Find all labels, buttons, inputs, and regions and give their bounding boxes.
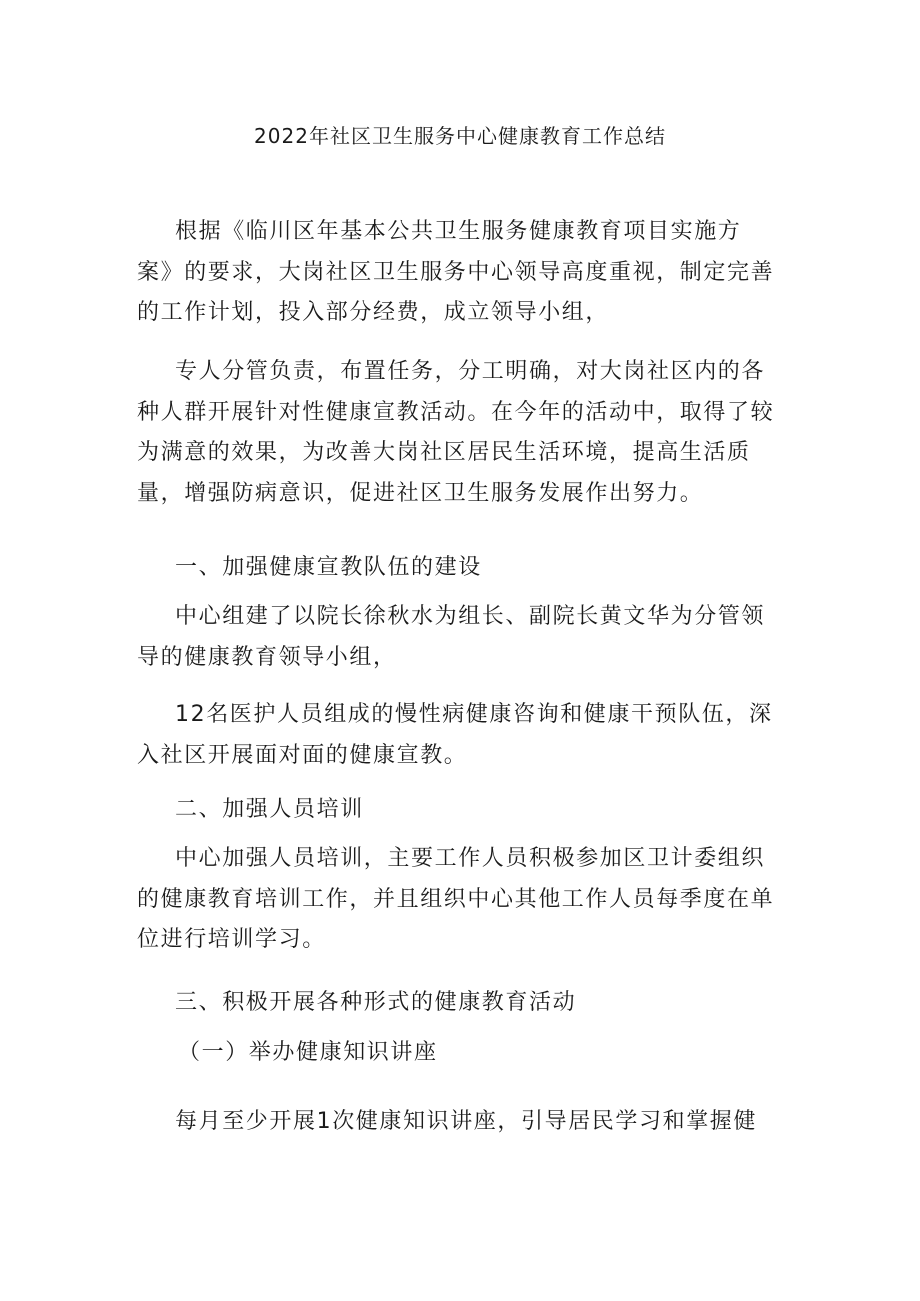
section3-sub1-paragraph-1: 每月至少开展1次健康知识讲座，引导居民学习和掌握健 xyxy=(175,1109,757,1134)
intro-paragraph: 根据《临川区年基本公共卫生服务健康教育项目实施方案》的要求，大岗社区卫生服务中心领导高度重视，制定完善的工作计划，投入部分经费，成立领导小组， xyxy=(137,219,775,325)
section2-paragraph-1: 中心加强人员培训，主要工作人员积极参加区卫计委组织的健康教育培训工作，并且组织中心其他工作人员每季度在单位进行培训学习。 xyxy=(137,846,775,952)
section-heading-3: 三、积极开展各种形式的健康教育活动 xyxy=(175,990,577,1015)
intro-paragraph-continued: 专人分管负责，布置任务，分工明确，对大岗社区内的各种人群开展针对性健康宣教活动。在今年的活动中，取得了较为满意的效果，为改善大岗社区居民生活环境，提高生活质量，增强防病意识，促进社区卫生服务发展作出努力。 xyxy=(137,359,775,506)
section-heading-1: 一、加强健康宣教队伍的建设 xyxy=(175,555,482,580)
document-title: 2022年社区卫生服务中心健康教育工作总结 xyxy=(254,124,666,148)
section1-paragraph-2: 12名医护人员组成的慢性病健康咨询和健康干预队伍，深入社区开展面对面的健康宣教。 xyxy=(137,702,773,768)
subsection-heading-3-1: （一）举办健康知识讲座 xyxy=(178,1040,438,1065)
section1-paragraph-1: 中心组建了以院长徐秋水为组长、副院长黄文华为分管领导的健康教育领导小组， xyxy=(137,604,766,670)
section-heading-2: 二、加强人员培训 xyxy=(175,797,364,822)
